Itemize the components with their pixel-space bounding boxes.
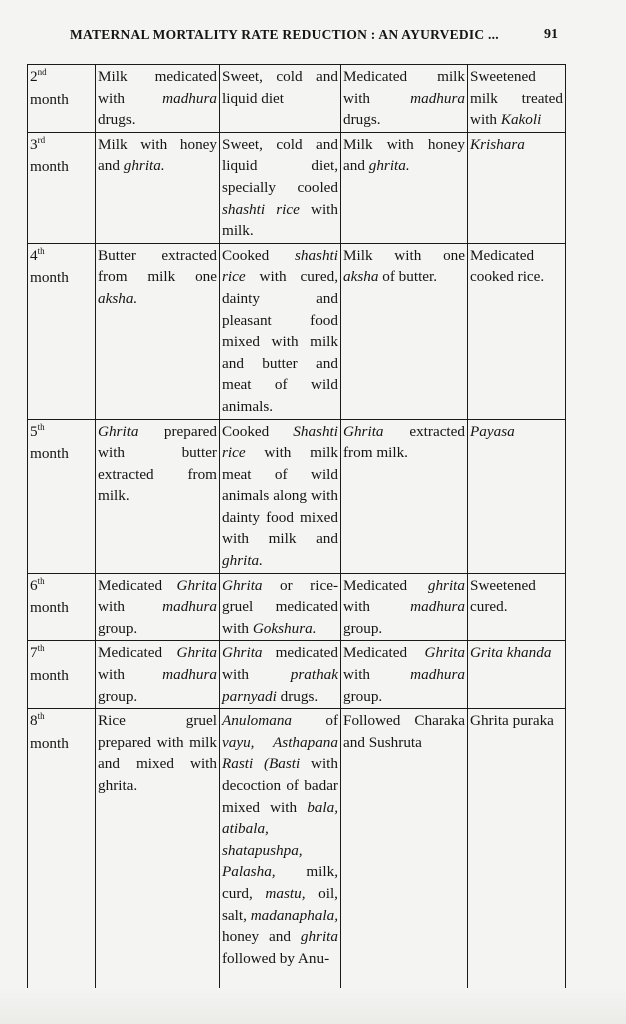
cell-text-segment: Milk with honey and bbox=[98, 135, 217, 175]
diet-cell-col2 bbox=[96, 419, 220, 573]
cell-text-segment: Ghrita bbox=[343, 422, 384, 440]
cell-text-segment: extracted from milk. bbox=[343, 422, 465, 462]
cell-text-segment: Sweet, cold and liquid diet, specially cooled bbox=[222, 135, 338, 196]
diet-cell-col2 bbox=[96, 573, 220, 641]
diet-cell-col2 bbox=[96, 641, 220, 709]
cell-text-segment: Kakoli bbox=[500, 111, 542, 129]
cell-text-segment: vayu, Asthapana Rasti (Basti bbox=[222, 733, 338, 773]
cell-text-segment: Gokshura. bbox=[252, 619, 317, 637]
diet-cell-col5 bbox=[468, 419, 566, 573]
diet-cell-col4 bbox=[341, 419, 468, 573]
diet-cell-col2 bbox=[96, 132, 220, 243]
cell-text-segment: medicated with bbox=[222, 644, 338, 684]
cell-text-segment: Cooked bbox=[222, 422, 294, 440]
cell-text-segment: shashti rice bbox=[222, 200, 300, 218]
cell-text-segment: Medicated bbox=[98, 576, 177, 594]
cell-text-segment: madanaphala, bbox=[250, 906, 339, 924]
diet-cell-col4 bbox=[341, 573, 468, 641]
cell-text-segment: Cooked bbox=[222, 246, 295, 264]
table-row bbox=[28, 419, 566, 573]
month-number: 3rd bbox=[30, 134, 46, 153]
cell-text-segment: Ghrita bbox=[222, 576, 263, 594]
cell-text-segment: oil, salt, bbox=[222, 884, 338, 924]
month-cell bbox=[28, 709, 96, 993]
month-cell bbox=[28, 419, 96, 573]
cell-text-segment: madhura bbox=[410, 89, 465, 107]
month-label: month bbox=[30, 269, 69, 287]
table-row bbox=[28, 641, 566, 709]
cell-text-segment: with bbox=[98, 598, 163, 616]
cell-text-segment: Medicated cooked rice. bbox=[470, 246, 545, 286]
diet-cell-col2 bbox=[96, 709, 220, 993]
cell-text-segment: Ghrita puraka bbox=[470, 712, 554, 730]
diet-cell-col4 bbox=[341, 132, 468, 243]
cell-text-segment: drugs. bbox=[276, 687, 319, 705]
diet-cell-col5 bbox=[468, 573, 566, 641]
month-number: 2nd bbox=[30, 66, 47, 85]
running-header bbox=[0, 27, 626, 53]
cell-text-segment: with bbox=[343, 598, 411, 616]
cell-text-segment: aksha bbox=[343, 268, 379, 286]
cell-text-segment: Ghrita bbox=[176, 576, 217, 594]
cell-text-segment: of butter. bbox=[378, 268, 438, 286]
cell-text-segment: drugs. bbox=[98, 111, 136, 129]
diet-cell-col5 bbox=[468, 132, 566, 243]
cell-text-segment: prathak parnyadi bbox=[222, 666, 338, 705]
table-row bbox=[28, 132, 566, 243]
cell-text-segment: honey and bbox=[222, 928, 301, 946]
cell-text-segment: Payasa bbox=[470, 422, 515, 440]
cell-text-segment: with milk meat of wild animals along with dainty food mixed with milk and bbox=[222, 444, 338, 548]
cell-text-segment: Anulomana bbox=[222, 712, 293, 730]
diet-cell-col5 bbox=[468, 243, 566, 419]
month-label: month bbox=[30, 734, 69, 752]
month-label: month bbox=[30, 599, 69, 617]
diet-cell-col3 bbox=[220, 419, 341, 573]
cell-text-segment: ghrita bbox=[300, 928, 338, 946]
month-cell bbox=[28, 243, 96, 419]
cell-text-segment: with cured, dainty and pleasant food mixed with milk and butter and meat of wild animals. bbox=[222, 268, 338, 415]
month-cell bbox=[28, 65, 96, 133]
cell-text-segment: with bbox=[343, 666, 411, 684]
cell-text-segment: ghrita. bbox=[123, 157, 165, 175]
cell-text-segment: Milk with one bbox=[343, 246, 465, 264]
cell-text-segment: Medicated bbox=[343, 576, 428, 594]
cell-text-segment: group. bbox=[343, 619, 383, 637]
cell-text-segment: Ghrita bbox=[222, 644, 263, 662]
table-row bbox=[28, 243, 566, 419]
diet-cell-col3 bbox=[220, 573, 341, 641]
cell-text-segment: Medicated milk with bbox=[343, 68, 465, 107]
cell-text-segment: Rice gruel prepared with milk and mixed with ghrita. bbox=[98, 712, 217, 794]
cell-text-segment: or rice-gruel medicated with bbox=[222, 576, 338, 637]
table-row bbox=[28, 65, 566, 133]
cell-text-segment: followed by Anu- bbox=[222, 949, 330, 967]
cell-text-segment: milk, curd, bbox=[222, 863, 338, 902]
cell-text-segment: ghrita bbox=[427, 576, 465, 594]
month-cell bbox=[28, 573, 96, 641]
month-number: 4th bbox=[30, 245, 45, 264]
diet-cell-col3 bbox=[220, 65, 341, 133]
month-label: month bbox=[30, 667, 69, 685]
cell-text-segment: shashti rice bbox=[222, 246, 338, 286]
diet-cell-col4 bbox=[341, 65, 468, 133]
diet-cell-col2 bbox=[96, 65, 220, 133]
diet-cell-col4 bbox=[341, 641, 468, 709]
cell-text-segment: madhura bbox=[410, 666, 465, 684]
month-number: 7th bbox=[30, 643, 45, 662]
cell-text-segment: Sweetened milk treated with bbox=[470, 68, 563, 129]
month-cell bbox=[28, 132, 96, 243]
cell-text-segment: group. bbox=[98, 687, 138, 705]
cell-text-segment: Followed Charaka and Sushruta bbox=[343, 712, 465, 751]
cell-text-segment: Shashti rice bbox=[222, 422, 338, 462]
month-number: 8th bbox=[30, 711, 45, 730]
cell-text-segment: Milk with honey and bbox=[343, 135, 465, 175]
cell-text-segment: ghrita. bbox=[368, 157, 410, 175]
cell-text-segment: ghrita. bbox=[222, 552, 263, 570]
cell-text-segment: Milk medicated with bbox=[98, 68, 217, 107]
month-number: 6th bbox=[30, 575, 45, 594]
cell-text-segment: with bbox=[98, 666, 163, 684]
cell-text-segment: Medicated bbox=[98, 644, 177, 662]
cell-text-segment: madhura bbox=[162, 89, 217, 107]
cell-text-segment: madhura bbox=[162, 598, 217, 616]
month-label: month bbox=[30, 445, 69, 463]
cell-text-segment: Krishara bbox=[470, 135, 525, 153]
cell-text-segment: madhura bbox=[162, 666, 217, 684]
cell-text-segment: with milk. bbox=[222, 200, 338, 240]
table-row bbox=[28, 709, 566, 993]
diet-cell-col3 bbox=[220, 641, 341, 709]
cell-text-segment: Grita khanda bbox=[470, 644, 552, 662]
cell-text-segment: group. bbox=[98, 619, 138, 637]
cell-text-segment: Ghrita bbox=[176, 644, 217, 662]
cell-text-segment: drugs. bbox=[343, 111, 381, 129]
cell-text-segment: bala, atibala, shatapushpa, Palasha, bbox=[222, 798, 338, 881]
diet-cell-col5 bbox=[468, 641, 566, 709]
diet-cell-col3 bbox=[220, 709, 341, 993]
cell-text-segment: mastu, bbox=[265, 884, 306, 902]
cell-text-segment: Sweet, cold and liquid diet bbox=[222, 68, 338, 107]
cell-text-segment: with decoction of badar mixed with bbox=[222, 755, 338, 816]
month-label: month bbox=[30, 90, 69, 108]
month-cell bbox=[28, 641, 96, 709]
page-number: 91 bbox=[544, 27, 558, 42]
table-row bbox=[28, 573, 566, 641]
cell-text-segment: Ghrita bbox=[424, 644, 465, 662]
cell-text-segment: aksha. bbox=[98, 289, 138, 307]
diet-cell-col2 bbox=[96, 243, 220, 419]
month-label: month bbox=[30, 158, 69, 176]
cell-text-segment: madhura bbox=[410, 598, 465, 616]
cell-text-segment: Ghrita bbox=[98, 422, 139, 440]
cell-text-segment: Butter extracted from milk one bbox=[98, 246, 217, 286]
cell-text-segment: Sweetened cured. bbox=[470, 576, 536, 616]
cell-text-segment: prepared with butter extracted from milk. bbox=[98, 422, 217, 505]
month-number: 5th bbox=[30, 421, 45, 440]
diet-cell-col3 bbox=[220, 243, 341, 419]
diet-cell-col3 bbox=[220, 132, 341, 243]
diet-cell-col5 bbox=[468, 709, 566, 993]
diet-cell-col4 bbox=[341, 243, 468, 419]
page-bottom-margin bbox=[0, 988, 626, 1024]
cell-text-segment: Medicated bbox=[343, 644, 425, 662]
monthly-diet-table bbox=[27, 64, 566, 993]
diet-cell-col5 bbox=[468, 65, 566, 133]
running-header-title: MATERNAL MORTALITY RATE REDUCTION : AN AYURVEDIC ... bbox=[70, 27, 499, 42]
cell-text-segment: of bbox=[292, 712, 338, 730]
diet-cell-col4 bbox=[341, 709, 468, 993]
cell-text-segment: group. bbox=[343, 687, 383, 705]
